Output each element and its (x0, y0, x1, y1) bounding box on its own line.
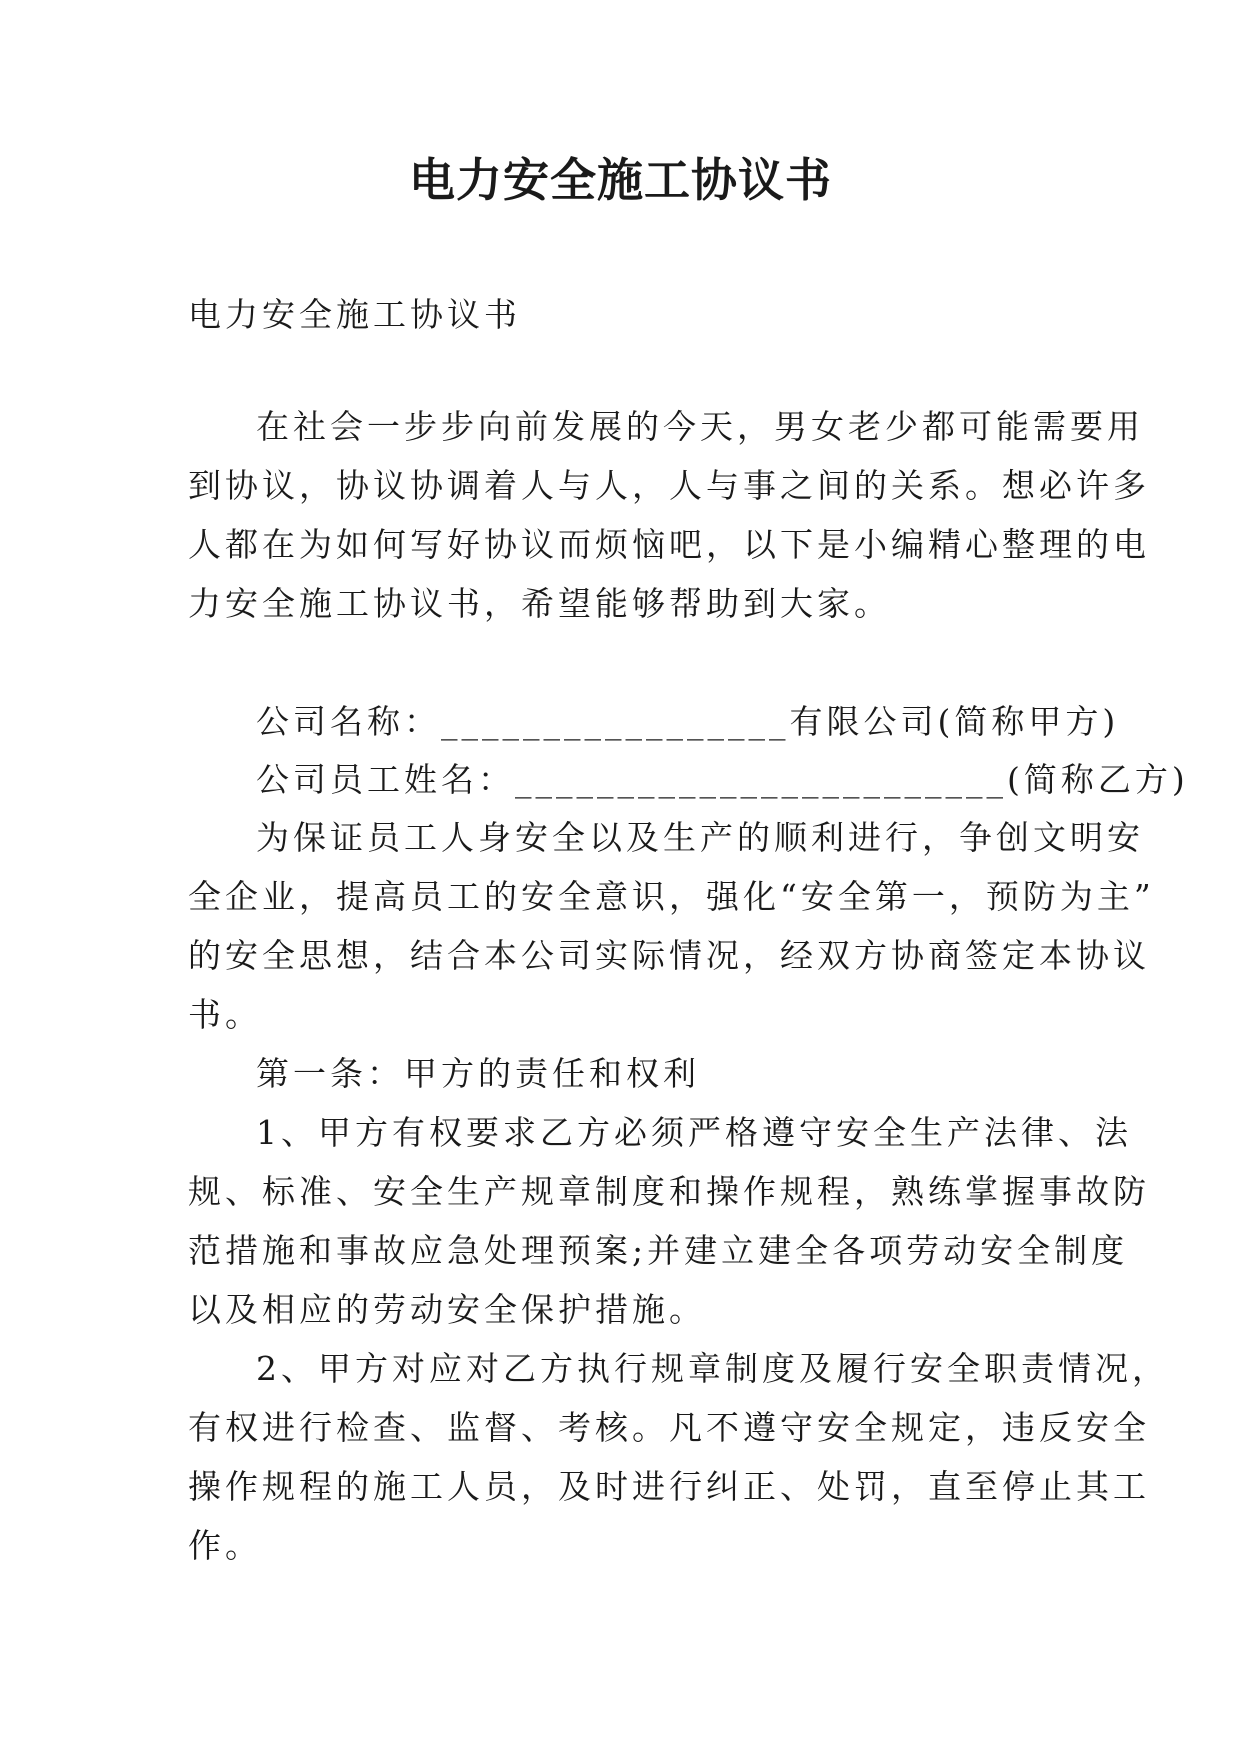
text-line: 操作规程的施工人员，及时进行纠正、处罚，直至停止其工 (188, 1467, 1150, 1506)
text-line: 在社会一步步向前发展的今天，男女老少都可能需要用 (256, 407, 1144, 446)
text-line: 2、甲方对应对乙方执行规章制度及履行安全职责情况， (256, 1349, 1169, 1388)
text-line: 为保证员工人身安全以及生产的顺利进行，争创文明安 (256, 818, 1144, 857)
document-subtitle: 电力安全施工协议书 (188, 295, 521, 334)
employee-name-field: 公司员工姓名：________________________(简称乙方) (256, 760, 1189, 799)
text-line: 到协议，协议协调着人与人，人与事之间的关系。想必许多 (188, 466, 1150, 505)
text-line: 有权进行检查、监督、考核。凡不遵守安全规定，违反安全 (188, 1408, 1150, 1447)
text-line: 力安全施工协议书，希望能够帮助到大家。 (188, 584, 891, 623)
text-line: 规、标准、安全生产规章制度和操作规程，熟练掌握事故防 (188, 1172, 1150, 1211)
text-line: 作。 (188, 1526, 262, 1565)
text-line: 以及相应的劳动安全保护措施。 (188, 1290, 706, 1329)
text-line: 书。 (188, 995, 262, 1034)
text-line: 范措施和事故应急处理预案;并建立建全各项劳动安全制度 (188, 1231, 1129, 1270)
company-name-field: 公司名称：_________________有限公司(简称甲方) (256, 702, 1120, 741)
document-title: 电力安全施工协议书 (409, 153, 832, 207)
text-line: 1、甲方有权要求乙方必须严格遵守安全生产法律、法 (256, 1113, 1132, 1152)
text-line: 人都在为如何写好协议而烦恼吧，以下是小编精心整理的电 (188, 525, 1150, 564)
article-one-heading: 第一条：甲方的责任和权利 (256, 1054, 700, 1093)
text-line: 的安全思想，结合本公司实际情况，经双方协商签定本协议 (188, 936, 1150, 975)
text-line: 全企业，提高员工的安全意识，强化“安全第一，预防为主” (188, 877, 1155, 916)
